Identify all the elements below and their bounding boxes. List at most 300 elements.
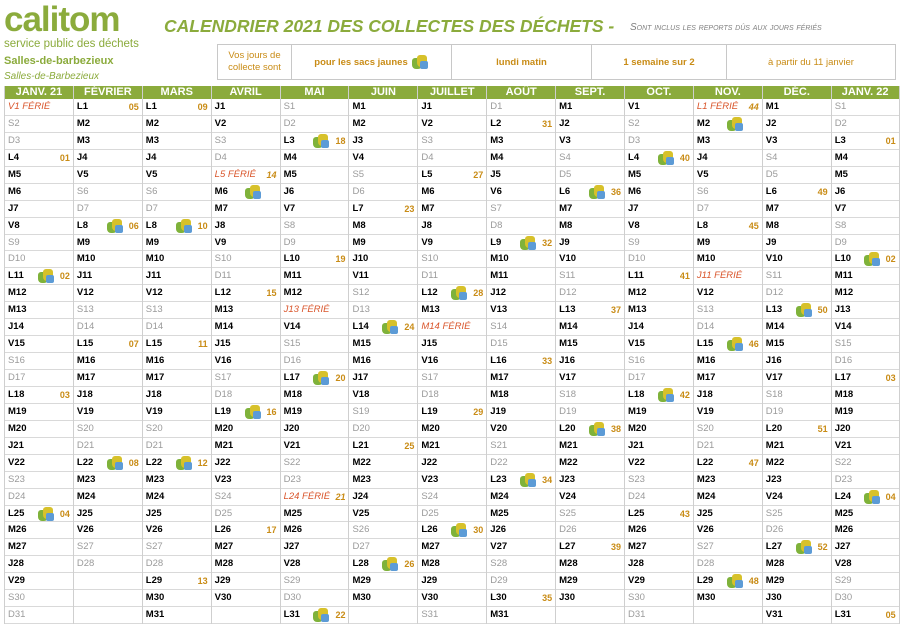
day-cell	[281, 455, 349, 472]
day-label: M11	[283, 270, 302, 282]
yellow-bag-icon	[411, 54, 429, 70]
day-label: D10	[8, 253, 26, 265]
day-cell	[143, 455, 211, 472]
day-label: L9	[490, 236, 502, 248]
day-label: V8	[8, 219, 20, 231]
day-label: J13	[834, 304, 851, 316]
day-cell	[556, 235, 624, 252]
day-cell	[694, 539, 762, 556]
day-cell	[487, 235, 555, 252]
day-cell	[763, 302, 831, 319]
day-cell	[212, 302, 280, 319]
day-label: L17	[834, 372, 852, 383]
day-cell	[143, 489, 211, 506]
week-number: 05	[885, 610, 896, 621]
day-label: M3	[490, 134, 504, 146]
day-cell	[763, 404, 831, 421]
day-label: M2	[76, 117, 91, 129]
day-cell	[763, 150, 831, 167]
day-label: S15	[834, 338, 852, 350]
day-cell	[418, 404, 486, 421]
day-label: L8	[76, 219, 88, 231]
day-cell	[5, 319, 73, 336]
day-label: M29	[352, 575, 371, 587]
day-cell	[625, 573, 693, 590]
day-label: M22	[559, 456, 578, 468]
day-label: M25	[490, 507, 509, 519]
day-cell	[418, 455, 486, 472]
day-cell	[212, 573, 280, 590]
day-label: L21	[352, 439, 369, 451]
day-cell	[5, 218, 73, 235]
day-label: S11	[559, 270, 576, 282]
day-label: M23	[76, 473, 96, 485]
day-cell	[212, 387, 280, 404]
yellow-bag-icon	[175, 455, 193, 471]
day-label: D4	[214, 151, 227, 163]
day-label: D23	[283, 473, 301, 485]
day-label: M5	[628, 168, 642, 180]
day-cell	[487, 150, 555, 167]
day-label: M20	[214, 422, 234, 434]
day-cell	[625, 522, 693, 539]
day-label: S6	[145, 185, 158, 197]
day-label: M20	[628, 422, 647, 434]
month-column	[417, 86, 486, 624]
day-label: J11 FÉRIÉ	[696, 270, 743, 282]
day-label: V18	[352, 388, 370, 400]
day-cell	[143, 421, 211, 438]
day-cell	[349, 404, 417, 421]
day-label: M29	[559, 575, 578, 587]
week-number: 04	[885, 491, 896, 502]
day-label: M9	[76, 236, 91, 248]
day-label: S23	[8, 473, 25, 485]
day-label: L28	[352, 558, 369, 570]
day-cell	[832, 573, 899, 590]
day-cell	[694, 353, 762, 370]
day-cell	[212, 539, 280, 556]
day-cell	[418, 285, 486, 302]
week-number: 28	[473, 288, 484, 299]
day-cell	[212, 285, 280, 302]
day-cell	[625, 489, 693, 506]
day-label: S31	[421, 609, 439, 621]
day-cell	[74, 472, 142, 489]
day-label: M2	[352, 117, 366, 129]
day-cell	[487, 421, 555, 438]
day-label: V21	[834, 439, 852, 451]
day-label: L20	[765, 422, 783, 434]
day-label: S25	[559, 507, 577, 519]
day-cell	[5, 235, 73, 252]
day-cell	[694, 438, 762, 455]
week-number: 02	[59, 271, 70, 282]
day-cell	[212, 116, 280, 133]
day-cell	[487, 472, 555, 489]
day-cell	[281, 201, 349, 218]
day-cell	[143, 506, 211, 523]
day-cell	[487, 167, 555, 184]
yellow-bag-icon	[726, 336, 744, 352]
day-label: J11	[145, 270, 162, 282]
day-cell	[349, 353, 417, 370]
week-number: 46	[748, 339, 759, 350]
week-number: 29	[473, 406, 484, 417]
day-cell	[763, 573, 831, 590]
day-cell	[832, 590, 899, 607]
week-number: 45	[748, 220, 759, 231]
info-day: lundi matin	[452, 45, 592, 79]
day-cell	[625, 218, 693, 235]
week-number: 03	[885, 373, 896, 383]
day-cell	[5, 489, 73, 506]
day-cell	[556, 184, 624, 201]
day-label: S20	[696, 422, 714, 434]
day-label: V5	[145, 168, 158, 180]
day-label: V30	[421, 592, 439, 604]
day-cell	[832, 472, 899, 489]
day-cell	[74, 99, 142, 116]
day-label: M18	[834, 388, 854, 400]
day-cell	[349, 285, 417, 302]
day-cell	[5, 251, 73, 268]
day-cell	[212, 472, 280, 489]
day-cell	[212, 370, 280, 387]
day-cell	[5, 167, 73, 184]
day-cell	[832, 218, 899, 235]
day-cell	[625, 302, 693, 319]
day-label: S29	[834, 575, 852, 587]
day-label: D7	[145, 202, 158, 214]
day-cell	[832, 522, 899, 539]
day-cell	[763, 201, 831, 218]
day-cell	[74, 201, 142, 218]
empty-cell	[74, 573, 142, 590]
month-header: SEPT.	[556, 86, 624, 99]
day-label: V2	[421, 117, 433, 129]
week-number: 06	[128, 220, 139, 231]
day-cell	[625, 336, 693, 353]
yellow-bag-icon	[588, 421, 606, 437]
day-label: D28	[696, 558, 715, 570]
day-label: M27	[8, 541, 27, 553]
day-cell	[212, 455, 280, 472]
day-cell	[625, 235, 693, 252]
day-label: L29	[145, 575, 163, 587]
day-label: M15	[765, 338, 785, 350]
day-label: S26	[352, 524, 370, 536]
day-label: J12	[490, 287, 507, 299]
day-cell	[418, 353, 486, 370]
day-cell	[694, 99, 762, 116]
day-cell	[349, 251, 417, 268]
day-label: D19	[559, 405, 577, 417]
day-cell	[418, 522, 486, 539]
day-cell	[74, 489, 142, 506]
day-label: M1	[559, 101, 573, 112]
day-cell	[418, 218, 486, 235]
day-label: S10	[421, 253, 439, 265]
day-cell	[625, 116, 693, 133]
day-cell	[418, 506, 486, 523]
day-label: L22	[145, 456, 163, 468]
day-cell	[763, 218, 831, 235]
day-cell	[349, 336, 417, 353]
day-cell	[694, 573, 762, 590]
day-cell	[418, 489, 486, 506]
day-label: L8	[696, 219, 708, 231]
day-cell	[281, 150, 349, 167]
yellow-bag-icon	[381, 319, 399, 335]
collection-info-bar	[217, 44, 896, 80]
day-cell	[143, 116, 211, 133]
day-cell	[349, 167, 417, 184]
day-cell	[281, 472, 349, 489]
day-label: J25	[145, 507, 162, 519]
day-label: M21	[559, 439, 578, 451]
day-cell	[556, 201, 624, 218]
day-label: L23	[490, 473, 507, 485]
day-cell	[487, 201, 555, 218]
day-cell	[487, 539, 555, 556]
day-cell	[281, 251, 349, 268]
day-cell	[487, 370, 555, 387]
day-label: S11	[765, 270, 782, 282]
day-cell	[281, 319, 349, 336]
week-number: 09	[197, 102, 208, 112]
day-cell	[281, 522, 349, 539]
day-cell	[625, 319, 693, 336]
day-label: J9	[559, 236, 570, 248]
day-cell	[349, 573, 417, 590]
day-label: L1 FÉRIÉ	[696, 101, 739, 112]
day-cell	[763, 472, 831, 489]
day-cell	[5, 556, 73, 573]
day-cell	[487, 438, 555, 455]
day-label: M5	[834, 168, 848, 180]
day-cell	[487, 268, 555, 285]
day-label: M9	[696, 236, 711, 248]
day-label: L16	[490, 355, 507, 367]
day-label: D24	[8, 490, 26, 502]
day-label: S18	[559, 388, 577, 400]
day-label: M17	[696, 372, 716, 383]
day-cell	[281, 404, 349, 421]
day-cell	[74, 251, 142, 268]
day-label: V19	[696, 405, 714, 417]
day-cell	[74, 421, 142, 438]
day-label: J25	[76, 507, 93, 519]
day-label: D5	[559, 168, 572, 180]
day-cell	[281, 353, 349, 370]
day-label: M26	[283, 524, 303, 536]
day-cell	[281, 302, 349, 319]
day-label: D12	[559, 287, 577, 299]
day-label: J20	[834, 422, 851, 434]
day-label: M14	[559, 321, 578, 333]
day-cell	[74, 370, 142, 387]
week-number: 21	[335, 491, 346, 502]
day-label: S13	[145, 304, 163, 316]
day-cell	[74, 268, 142, 285]
day-label: M13	[628, 304, 647, 316]
day-cell	[418, 336, 486, 353]
day-label: V8	[628, 219, 640, 231]
week-number: 38	[611, 423, 622, 434]
day-cell	[556, 472, 624, 489]
week-number: 03	[59, 389, 70, 400]
day-cell	[832, 539, 899, 556]
day-cell	[763, 167, 831, 184]
logo-word: calitom	[4, 0, 120, 39]
day-label: M6	[8, 185, 22, 197]
day-label: S10	[214, 253, 232, 265]
day-cell	[763, 133, 831, 150]
empty-cell	[556, 607, 624, 624]
day-cell	[5, 590, 73, 607]
day-cell	[763, 522, 831, 539]
empty-cell	[694, 607, 762, 624]
day-cell	[281, 387, 349, 404]
day-label: L2	[490, 117, 502, 129]
day-cell	[625, 387, 693, 404]
day-label: M7	[214, 202, 228, 214]
day-label: M21	[214, 439, 234, 451]
day-label: L14	[352, 321, 369, 333]
day-cell	[212, 218, 280, 235]
day-cell	[5, 201, 73, 218]
day-label: J18	[76, 388, 93, 400]
day-cell	[74, 184, 142, 201]
week-number: 35	[542, 593, 553, 604]
week-number: 51	[817, 423, 828, 434]
day-label: J27	[834, 541, 851, 553]
day-label: J25	[696, 507, 713, 519]
day-label: M7	[421, 202, 435, 214]
info-frequency: 1 semaine sur 2	[592, 45, 727, 79]
day-cell	[5, 116, 73, 133]
week-number: 07	[128, 339, 139, 350]
day-cell	[212, 251, 280, 268]
day-cell	[763, 421, 831, 438]
day-label: S20	[145, 422, 163, 434]
day-label: J23	[765, 473, 782, 485]
day-label: M28	[214, 558, 234, 570]
month-column	[348, 86, 417, 624]
day-label: L13	[559, 304, 576, 316]
day-label: M16	[352, 355, 371, 367]
day-cell	[832, 184, 899, 201]
day-label: V1 FÉRIÉ	[8, 101, 51, 112]
day-cell	[281, 573, 349, 590]
day-label: M14 FÉRIÉ	[421, 321, 471, 333]
day-cell	[212, 489, 280, 506]
day-cell	[694, 590, 762, 607]
day-cell	[763, 607, 831, 624]
day-label: L26	[421, 524, 438, 536]
day-label: J22	[214, 456, 231, 468]
day-cell	[74, 539, 142, 556]
day-cell	[143, 370, 211, 387]
day-label: M19	[283, 405, 303, 417]
day-cell	[487, 607, 555, 624]
day-cell	[143, 590, 211, 607]
day-cell	[763, 336, 831, 353]
day-cell	[349, 506, 417, 523]
day-label: D16	[834, 355, 853, 367]
day-label: V23	[214, 473, 232, 485]
day-label: L11	[8, 270, 24, 282]
yellow-bag-icon	[450, 522, 468, 538]
month-header: OCT.	[625, 86, 693, 99]
day-label: S29	[283, 575, 301, 587]
day-label: D25	[214, 507, 233, 519]
day-label: J26	[490, 524, 507, 536]
day-cell	[281, 370, 349, 387]
day-cell	[143, 539, 211, 556]
day-cell	[487, 387, 555, 404]
month-column	[486, 86, 555, 624]
week-number: 37	[611, 305, 622, 316]
day-cell	[281, 556, 349, 573]
day-label: D23	[834, 473, 853, 485]
week-number: 15	[266, 288, 277, 299]
day-cell	[487, 319, 555, 336]
day-label: S1	[834, 101, 847, 112]
day-label: J13 FÉRIÉ	[283, 304, 330, 316]
day-label: S16	[8, 355, 25, 367]
day-label: V25	[352, 507, 370, 519]
day-cell	[694, 201, 762, 218]
day-label: L15	[696, 338, 714, 350]
day-label: M6	[421, 185, 435, 197]
day-label: D17	[628, 372, 646, 383]
day-cell	[763, 556, 831, 573]
day-cell	[418, 319, 486, 336]
day-cell	[74, 116, 142, 133]
day-cell	[281, 218, 349, 235]
day-label: M6	[214, 185, 228, 197]
day-cell	[763, 251, 831, 268]
month-header: NOV.	[694, 86, 762, 99]
yellow-bag-icon	[312, 133, 330, 149]
day-label: M22	[765, 456, 785, 468]
day-cell	[694, 319, 762, 336]
day-cell	[281, 184, 349, 201]
day-label: S19	[352, 405, 370, 417]
day-cell	[832, 235, 899, 252]
day-cell	[694, 150, 762, 167]
day-label: M14	[765, 321, 785, 333]
day-label: V7	[834, 202, 847, 214]
day-label: V15	[628, 338, 645, 350]
day-label: S13	[696, 304, 714, 316]
day-cell	[694, 167, 762, 184]
week-number: 11	[198, 339, 208, 350]
day-cell	[349, 556, 417, 573]
day-cell	[556, 387, 624, 404]
day-label: D30	[283, 592, 301, 604]
day-label: M31	[490, 609, 509, 621]
day-cell	[5, 455, 73, 472]
day-label: M16	[76, 355, 96, 367]
day-cell	[74, 387, 142, 404]
day-label: V28	[283, 558, 301, 570]
day-cell	[556, 455, 624, 472]
day-cell	[694, 370, 762, 387]
day-label: D9	[834, 236, 847, 248]
